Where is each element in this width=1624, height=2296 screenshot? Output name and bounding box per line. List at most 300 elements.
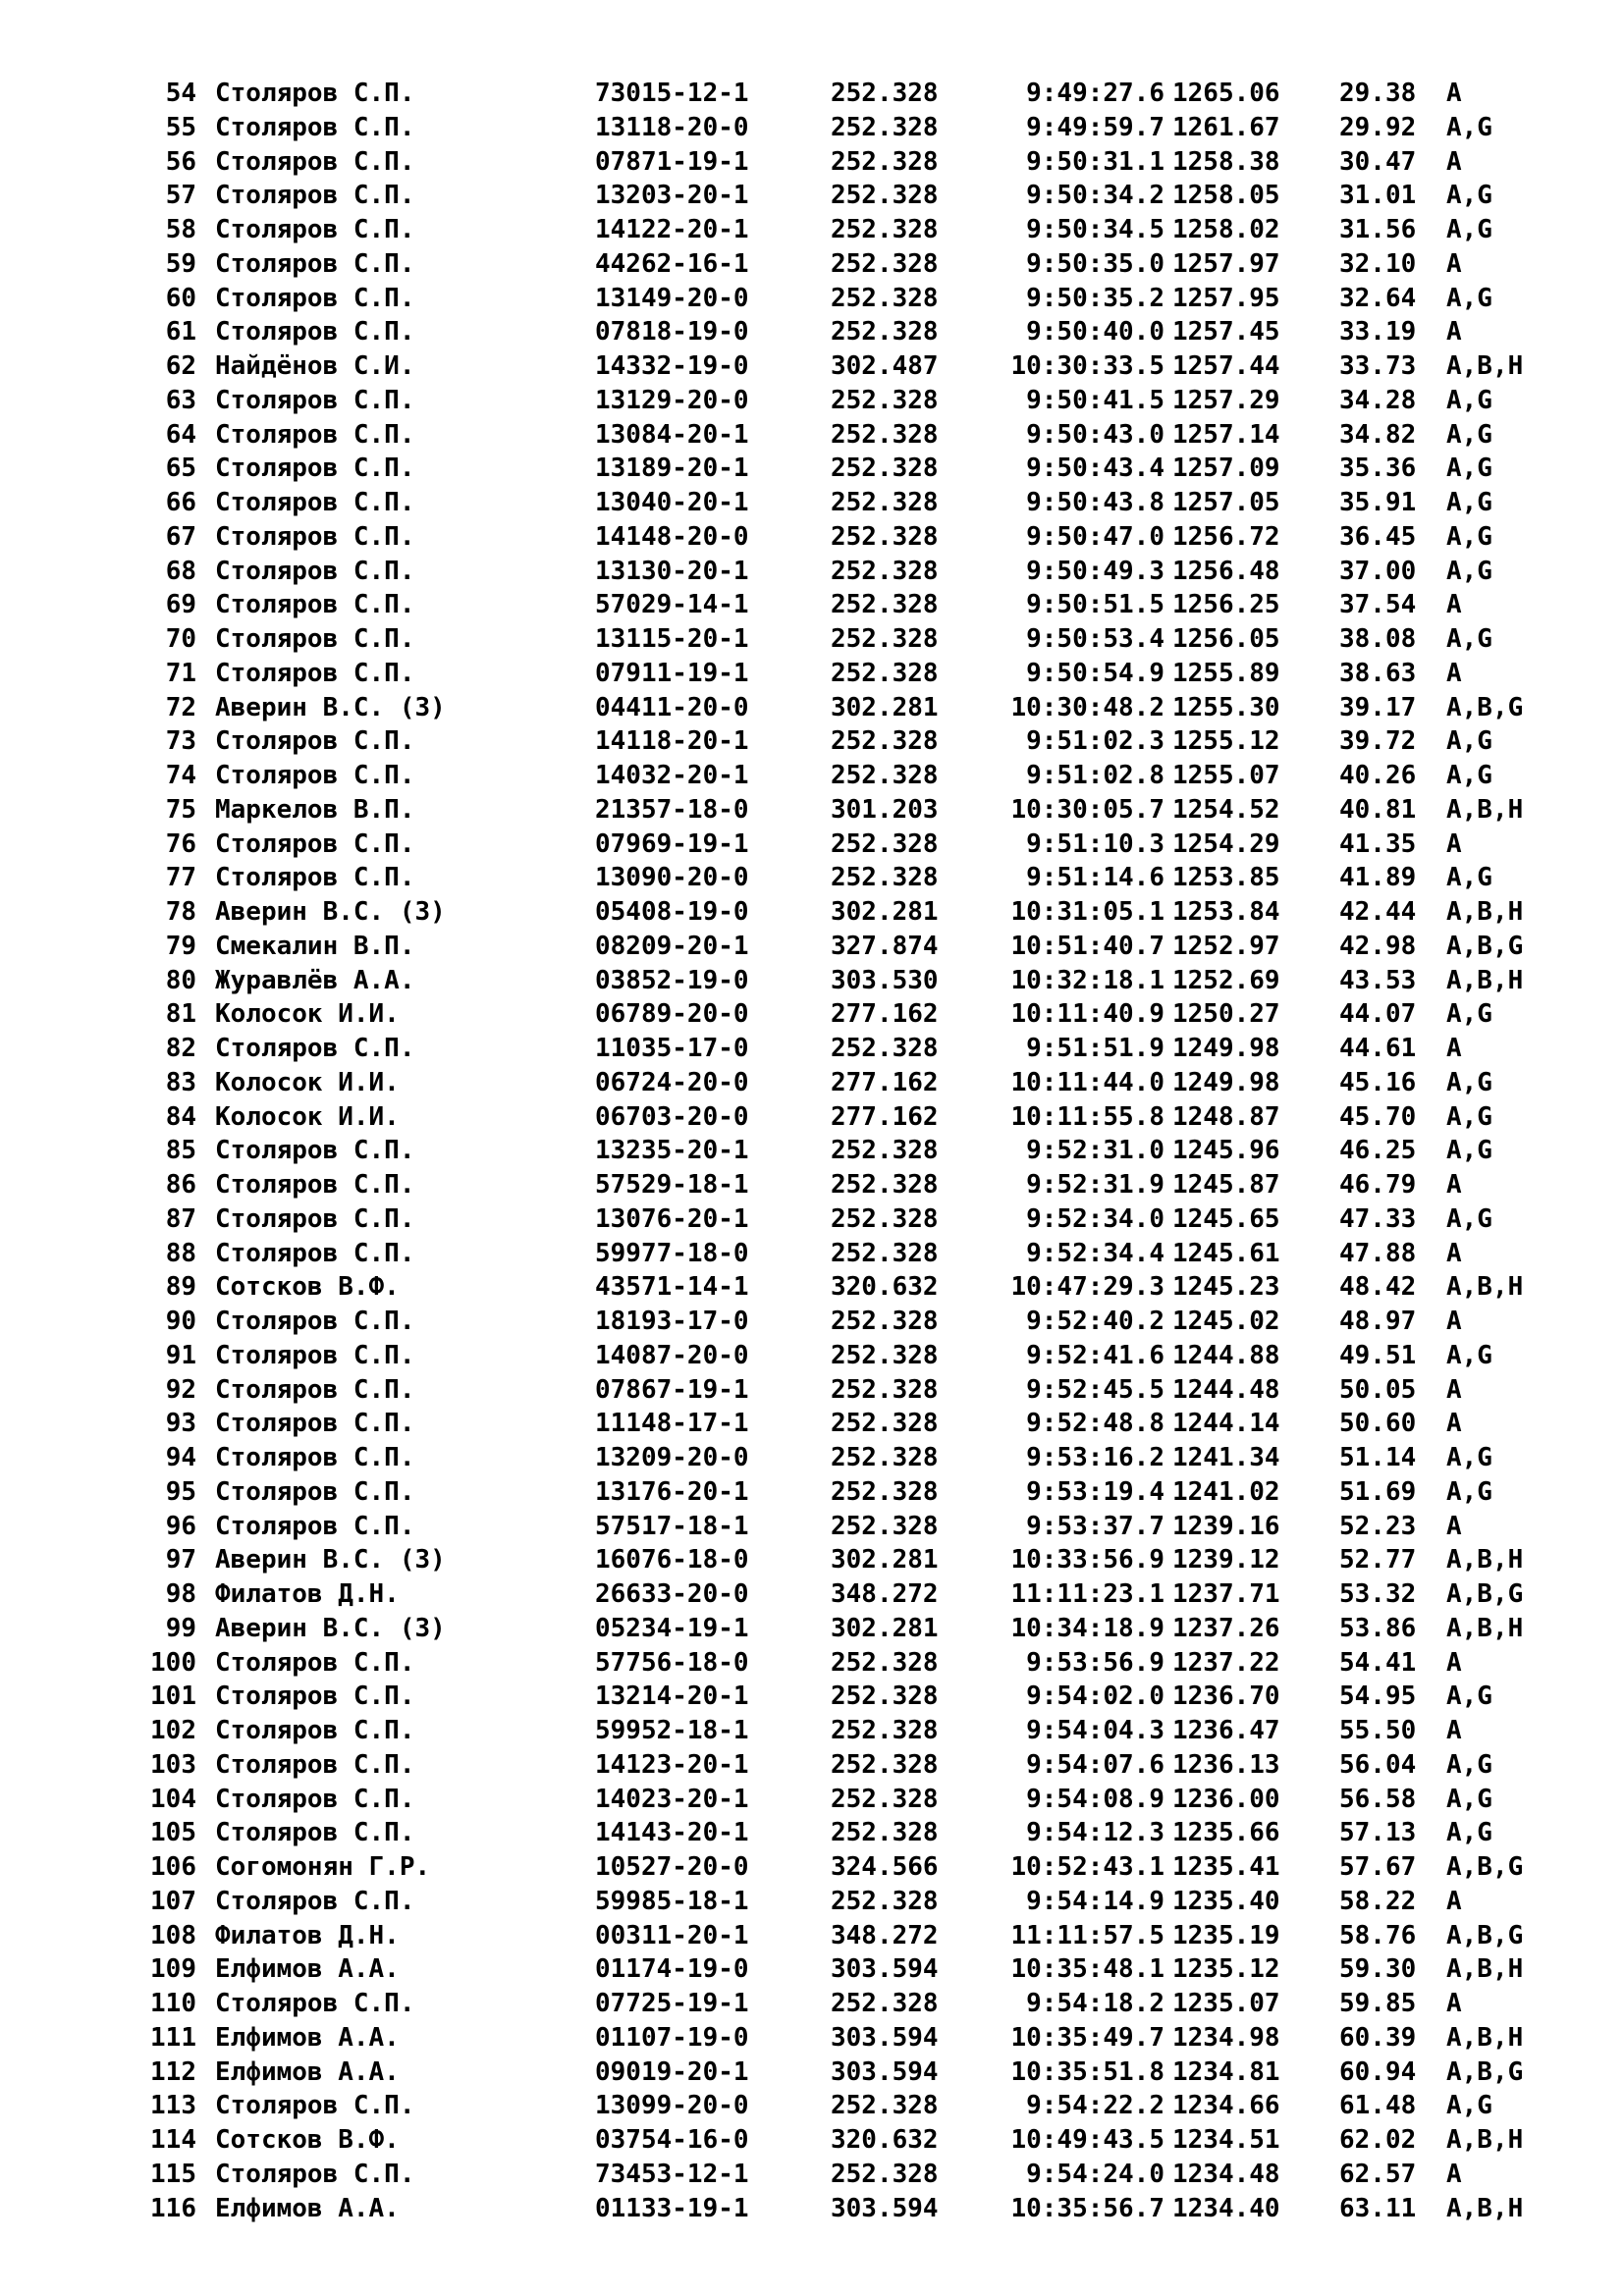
row-ring-number: 14087-20-0 xyxy=(595,1340,749,1370)
table-row xyxy=(0,486,1624,520)
table-row xyxy=(0,2056,1624,2090)
row-distance: 252.328 xyxy=(831,1716,939,1745)
row-coefficient: 34.82 xyxy=(1339,419,1417,450)
row-place: 76 xyxy=(165,828,196,859)
row-categories: A xyxy=(1446,1170,1462,1200)
row-speed: 1236.70 xyxy=(1172,1682,1280,1712)
row-speed: 1253.85 xyxy=(1172,863,1280,893)
row-arrival-time: 9:54:12.3 xyxy=(1026,1818,1164,1848)
row-coefficient: 47.88 xyxy=(1339,1238,1417,1268)
row-ring-number: 16076-18-0 xyxy=(595,1545,749,1575)
row-categories: A,B,H xyxy=(1446,2022,1524,2053)
row-place: 85 xyxy=(165,1136,196,1166)
row-fancier-name: Елфимов А.А. xyxy=(215,2193,400,2223)
row-coefficient: 40.81 xyxy=(1339,794,1417,825)
row-arrival-time: 9:52:41.6 xyxy=(1026,1340,1164,1370)
row-distance: 252.328 xyxy=(831,1307,939,1336)
row-distance: 252.328 xyxy=(831,2091,939,2121)
row-speed: 1257.97 xyxy=(1172,248,1280,279)
table-row xyxy=(0,1441,1624,1475)
row-arrival-time: 9:54:14.9 xyxy=(1026,1886,1164,1916)
row-speed: 1257.95 xyxy=(1172,283,1280,313)
row-fancier-name: Столяров С.П. xyxy=(215,556,415,586)
row-speed: 1249.98 xyxy=(1172,1067,1280,1097)
row-place: 96 xyxy=(165,1511,196,1541)
row-categories: A,B,H xyxy=(1446,1613,1524,1643)
row-ring-number: 13040-20-1 xyxy=(595,488,749,517)
row-arrival-time: 11:11:57.5 xyxy=(1010,1920,1164,1950)
row-fancier-name: Столяров С.П. xyxy=(215,658,415,688)
row-categories: A xyxy=(1446,1886,1462,1916)
row-place: 73 xyxy=(165,726,196,757)
row-coefficient: 56.58 xyxy=(1339,1784,1417,1814)
row-speed: 1234.40 xyxy=(1172,2193,1280,2223)
row-arrival-time: 9:50:31.1 xyxy=(1026,146,1164,177)
row-distance: 303.594 xyxy=(831,1954,939,1985)
row-ring-number: 14143-20-1 xyxy=(595,1818,749,1848)
row-place: 81 xyxy=(165,999,196,1030)
row-categories: A,B,G xyxy=(1446,692,1524,722)
row-ring-number: 06724-20-0 xyxy=(595,1067,749,1097)
row-categories: A xyxy=(1446,2159,1462,2189)
row-speed: 1257.45 xyxy=(1172,317,1280,347)
row-categories: A,B,G xyxy=(1446,1852,1524,1882)
row-place: 77 xyxy=(165,863,196,893)
row-ring-number: 13203-20-1 xyxy=(595,181,749,211)
table-row xyxy=(0,1850,1624,1885)
row-arrival-time: 10:52:43.1 xyxy=(1010,1852,1164,1882)
row-distance: 252.328 xyxy=(831,1374,939,1405)
row-fancier-name: Столяров С.П. xyxy=(215,1307,415,1336)
row-place: 63 xyxy=(165,385,196,415)
row-speed: 1255.89 xyxy=(1172,658,1280,688)
row-categories: A xyxy=(1446,590,1462,620)
row-categories: A,G xyxy=(1446,726,1492,757)
row-coefficient: 53.32 xyxy=(1339,1579,1417,1609)
row-coefficient: 38.63 xyxy=(1339,658,1417,688)
row-distance: 324.566 xyxy=(831,1852,939,1882)
row-categories: A,G xyxy=(1446,999,1492,1030)
row-place: 69 xyxy=(165,590,196,620)
row-arrival-time: 9:50:54.9 xyxy=(1026,658,1164,688)
row-fancier-name: Колосок И.И. xyxy=(215,999,400,1030)
row-distance: 303.530 xyxy=(831,965,939,995)
row-fancier-name: Колосок И.И. xyxy=(215,1067,400,1097)
row-arrival-time: 10:11:44.0 xyxy=(1010,1067,1164,1097)
row-distance: 252.328 xyxy=(831,1238,939,1268)
row-place: 58 xyxy=(165,215,196,244)
table-row xyxy=(0,691,1624,725)
row-speed: 1237.26 xyxy=(1172,1613,1280,1643)
row-place: 62 xyxy=(165,351,196,381)
row-distance: 252.328 xyxy=(831,1170,939,1200)
row-categories: A xyxy=(1446,146,1462,177)
row-arrival-time: 9:50:43.4 xyxy=(1026,454,1164,484)
row-coefficient: 48.42 xyxy=(1339,1272,1417,1303)
row-arrival-time: 9:52:45.5 xyxy=(1026,1374,1164,1405)
row-coefficient: 30.47 xyxy=(1339,146,1417,177)
row-categories: A xyxy=(1446,1716,1462,1745)
row-arrival-time: 9:54:24.0 xyxy=(1026,2159,1164,2189)
row-fancier-name: Столяров С.П. xyxy=(215,590,415,620)
row-categories: A,B,H xyxy=(1446,965,1524,995)
row-categories: A xyxy=(1446,1989,1462,2018)
row-place: 109 xyxy=(150,1954,196,1985)
row-ring-number: 43571-14-1 xyxy=(595,1272,749,1303)
row-ring-number: 01107-19-0 xyxy=(595,2022,749,2053)
row-fancier-name: Столяров С.П. xyxy=(215,1749,415,1780)
table-row xyxy=(0,1987,1624,2021)
row-distance: 252.328 xyxy=(831,1443,939,1472)
row-coefficient: 35.91 xyxy=(1339,488,1417,517)
row-place: 100 xyxy=(150,1647,196,1678)
row-fancier-name: Столяров С.П. xyxy=(215,385,415,415)
row-coefficient: 52.77 xyxy=(1339,1545,1417,1575)
row-arrival-time: 9:50:49.3 xyxy=(1026,556,1164,586)
row-place: 78 xyxy=(165,897,196,927)
row-fancier-name: Смекалин В.П. xyxy=(215,931,415,961)
row-place: 71 xyxy=(165,658,196,688)
row-place: 112 xyxy=(150,2056,196,2087)
row-distance: 252.328 xyxy=(831,761,939,790)
row-place: 102 xyxy=(150,1716,196,1745)
row-place: 88 xyxy=(165,1238,196,1268)
table-row xyxy=(0,588,1624,622)
row-place: 74 xyxy=(165,761,196,790)
row-categories: A,B,H xyxy=(1446,2193,1524,2223)
row-coefficient: 47.33 xyxy=(1339,1203,1417,1234)
row-coefficient: 33.19 xyxy=(1339,317,1417,347)
row-fancier-name: Елфимов А.А. xyxy=(215,1954,400,1985)
row-fancier-name: Столяров С.П. xyxy=(215,1647,415,1678)
row-arrival-time: 9:53:37.7 xyxy=(1026,1511,1164,1541)
row-place: 116 xyxy=(150,2193,196,2223)
row-place: 104 xyxy=(150,1784,196,1814)
table-row xyxy=(0,724,1624,759)
row-categories: A,B,H xyxy=(1446,1954,1524,1985)
row-speed: 1235.40 xyxy=(1172,1886,1280,1916)
row-categories: A xyxy=(1446,1511,1462,1541)
row-coefficient: 63.11 xyxy=(1339,2193,1417,2223)
row-categories: A,G xyxy=(1446,1476,1492,1507)
row-speed: 1257.44 xyxy=(1172,351,1280,381)
row-place: 99 xyxy=(165,1613,196,1643)
row-place: 54 xyxy=(165,79,196,108)
row-fancier-name: Столяров С.П. xyxy=(215,1034,415,1063)
row-coefficient: 32.64 xyxy=(1339,283,1417,313)
row-distance: 277.162 xyxy=(831,1101,939,1132)
row-speed: 1245.65 xyxy=(1172,1203,1280,1234)
table-row xyxy=(0,1202,1624,1237)
row-distance: 302.281 xyxy=(831,692,939,722)
row-arrival-time: 9:53:56.9 xyxy=(1026,1647,1164,1678)
row-categories: A,B,H xyxy=(1446,351,1524,381)
row-speed: 1237.22 xyxy=(1172,1647,1280,1678)
row-fancier-name: Столяров С.П. xyxy=(215,112,415,142)
table-row xyxy=(0,384,1624,418)
row-arrival-time: 10:11:55.8 xyxy=(1010,1101,1164,1132)
row-speed: 1254.52 xyxy=(1172,794,1280,825)
row-fancier-name: Елфимов А.А. xyxy=(215,2022,400,2053)
row-ring-number: 57517-18-1 xyxy=(595,1511,749,1541)
table-row xyxy=(0,1816,1624,1850)
row-coefficient: 54.95 xyxy=(1339,1682,1417,1712)
row-coefficient: 36.45 xyxy=(1339,521,1417,552)
row-fancier-name: Столяров С.П. xyxy=(215,283,415,313)
row-categories: A,G xyxy=(1446,215,1492,244)
row-distance: 252.328 xyxy=(831,521,939,552)
row-ring-number: 05408-19-0 xyxy=(595,897,749,927)
row-distance: 327.874 xyxy=(831,931,939,961)
row-place: 91 xyxy=(165,1340,196,1370)
row-fancier-name: Филатов Д.Н. xyxy=(215,1920,400,1950)
row-distance: 252.328 xyxy=(831,1682,939,1712)
table-row xyxy=(0,145,1624,180)
row-distance: 252.328 xyxy=(831,863,939,893)
row-arrival-time: 9:50:47.0 xyxy=(1026,521,1164,552)
table-row xyxy=(0,1134,1624,1168)
row-speed: 1258.02 xyxy=(1172,215,1280,244)
row-arrival-time: 10:33:56.9 xyxy=(1010,1545,1164,1575)
row-ring-number: 59985-18-1 xyxy=(595,1886,749,1916)
row-place: 86 xyxy=(165,1170,196,1200)
table-row xyxy=(0,1680,1624,1714)
row-fancier-name: Филатов Д.Н. xyxy=(215,1579,400,1609)
table-row xyxy=(0,930,1624,964)
row-coefficient: 62.57 xyxy=(1339,2159,1417,2189)
row-categories: A,G xyxy=(1446,1784,1492,1814)
table-row xyxy=(0,1100,1624,1135)
row-place: 79 xyxy=(165,931,196,961)
table-row xyxy=(0,1543,1624,1577)
row-place: 68 xyxy=(165,556,196,586)
row-place: 103 xyxy=(150,1749,196,1780)
row-speed: 1256.72 xyxy=(1172,521,1280,552)
row-ring-number: 04411-20-0 xyxy=(595,692,749,722)
row-fancier-name: Найдёнов С.И. xyxy=(215,351,415,381)
row-arrival-time: 9:50:41.5 xyxy=(1026,385,1164,415)
table-row xyxy=(0,1407,1624,1441)
row-place: 64 xyxy=(165,419,196,450)
row-distance: 252.328 xyxy=(831,1409,939,1439)
row-arrival-time: 9:50:34.2 xyxy=(1026,181,1164,211)
row-distance: 252.328 xyxy=(831,181,939,211)
row-arrival-time: 9:52:34.4 xyxy=(1026,1238,1164,1268)
row-distance: 252.328 xyxy=(831,1136,939,1166)
row-ring-number: 11035-17-0 xyxy=(595,1034,749,1063)
row-fancier-name: Столяров С.П. xyxy=(215,1443,415,1472)
row-ring-number: 57029-14-1 xyxy=(595,590,749,620)
row-distance: 252.328 xyxy=(831,2159,939,2189)
row-arrival-time: 9:54:08.9 xyxy=(1026,1784,1164,1814)
row-fancier-name: Столяров С.П. xyxy=(215,1818,415,1848)
row-place: 83 xyxy=(165,1067,196,1097)
table-row xyxy=(0,861,1624,895)
table-row xyxy=(0,1032,1624,1066)
row-speed: 1235.41 xyxy=(1172,1852,1280,1882)
row-speed: 1257.29 xyxy=(1172,385,1280,415)
row-arrival-time: 9:50:43.8 xyxy=(1026,488,1164,517)
row-place: 101 xyxy=(150,1682,196,1712)
row-fancier-name: Столяров С.П. xyxy=(215,1511,415,1541)
row-fancier-name: Согомонян Г.Р. xyxy=(215,1852,431,1882)
row-speed: 1237.71 xyxy=(1172,1579,1280,1609)
table-row xyxy=(0,1612,1624,1646)
row-coefficient: 31.01 xyxy=(1339,181,1417,211)
row-distance: 252.328 xyxy=(831,112,939,142)
row-arrival-time: 10:35:49.7 xyxy=(1010,2022,1164,2053)
row-coefficient: 52.23 xyxy=(1339,1511,1417,1541)
row-fancier-name: Аверин В.С. (З) xyxy=(215,1613,446,1643)
row-ring-number: 13189-20-1 xyxy=(595,454,749,484)
row-ring-number: 57529-18-1 xyxy=(595,1170,749,1200)
row-place: 61 xyxy=(165,317,196,347)
row-distance: 252.328 xyxy=(831,1886,939,1916)
row-distance: 252.328 xyxy=(831,1034,939,1063)
row-place: 57 xyxy=(165,181,196,211)
row-ring-number: 13090-20-0 xyxy=(595,863,749,893)
table-row xyxy=(0,315,1624,349)
row-ring-number: 13129-20-0 xyxy=(595,385,749,415)
table-row xyxy=(0,1577,1624,1612)
row-place: 89 xyxy=(165,1272,196,1303)
row-ring-number: 07725-19-1 xyxy=(595,1989,749,2018)
row-fancier-name: Столяров С.П. xyxy=(215,1886,415,1916)
row-place: 108 xyxy=(150,1920,196,1950)
row-speed: 1244.48 xyxy=(1172,1374,1280,1405)
row-speed: 1256.05 xyxy=(1172,624,1280,654)
row-place: 67 xyxy=(165,521,196,552)
row-ring-number: 06789-20-0 xyxy=(595,999,749,1030)
table-row xyxy=(0,1373,1624,1408)
row-categories: A,G xyxy=(1446,1443,1492,1472)
row-distance: 252.328 xyxy=(831,1784,939,1814)
row-distance: 252.328 xyxy=(831,215,939,244)
table-row xyxy=(0,1066,1624,1100)
row-ring-number: 14118-20-1 xyxy=(595,726,749,757)
table-row xyxy=(0,247,1624,282)
row-coefficient: 31.56 xyxy=(1339,215,1417,244)
row-coefficient: 59.85 xyxy=(1339,1989,1417,2018)
row-ring-number: 18193-17-0 xyxy=(595,1307,749,1336)
row-place: 80 xyxy=(165,965,196,995)
row-distance: 348.272 xyxy=(831,1920,939,1950)
row-categories: A,B,H xyxy=(1446,2125,1524,2155)
row-ring-number: 01133-19-1 xyxy=(595,2193,749,2223)
row-fancier-name: Столяров С.П. xyxy=(215,146,415,177)
row-arrival-time: 9:54:07.6 xyxy=(1026,1749,1164,1780)
row-speed: 1245.23 xyxy=(1172,1272,1280,1303)
table-row xyxy=(0,759,1624,793)
row-arrival-time: 9:50:40.0 xyxy=(1026,317,1164,347)
row-distance: 302.487 xyxy=(831,351,939,381)
row-categories: A,B,H xyxy=(1446,794,1524,825)
row-speed: 1249.98 xyxy=(1172,1034,1280,1063)
table-row xyxy=(0,964,1624,998)
row-place: 60 xyxy=(165,283,196,313)
row-categories: A xyxy=(1446,1374,1462,1405)
row-place: 70 xyxy=(165,624,196,654)
row-distance: 303.594 xyxy=(831,2056,939,2087)
row-categories: A,G xyxy=(1446,761,1492,790)
table-row xyxy=(0,828,1624,862)
table-row xyxy=(0,622,1624,657)
table-row xyxy=(0,1237,1624,1271)
row-speed: 1256.48 xyxy=(1172,556,1280,586)
row-categories: A xyxy=(1446,1307,1462,1336)
row-arrival-time: 9:54:18.2 xyxy=(1026,1989,1164,2018)
row-categories: A,B,G xyxy=(1446,1920,1524,1950)
row-categories: A,G xyxy=(1446,419,1492,450)
results-table xyxy=(0,77,1624,2225)
table-row xyxy=(0,2192,1624,2226)
row-speed: 1235.07 xyxy=(1172,1989,1280,2018)
row-speed: 1234.98 xyxy=(1172,2022,1280,2053)
row-speed: 1253.84 xyxy=(1172,897,1280,927)
row-ring-number: 14023-20-1 xyxy=(595,1784,749,1814)
row-distance: 252.328 xyxy=(831,248,939,279)
row-speed: 1255.30 xyxy=(1172,692,1280,722)
row-place: 105 xyxy=(150,1818,196,1848)
row-arrival-time: 9:49:27.6 xyxy=(1026,79,1164,108)
row-place: 59 xyxy=(165,248,196,279)
row-fancier-name: Журавлёв А.А. xyxy=(215,965,415,995)
row-arrival-time: 10:34:18.9 xyxy=(1010,1613,1164,1643)
row-ring-number: 13130-20-1 xyxy=(595,556,749,586)
row-fancier-name: Аверин В.С. (З) xyxy=(215,897,446,927)
row-place: 90 xyxy=(165,1307,196,1336)
row-distance: 252.328 xyxy=(831,590,939,620)
row-categories: A,G xyxy=(1446,1203,1492,1234)
row-coefficient: 57.13 xyxy=(1339,1818,1417,1848)
row-fancier-name: Столяров С.П. xyxy=(215,2159,415,2189)
row-arrival-time: 9:53:19.4 xyxy=(1026,1476,1164,1507)
row-speed: 1235.66 xyxy=(1172,1818,1280,1848)
row-arrival-time: 9:50:34.5 xyxy=(1026,215,1164,244)
table-row xyxy=(0,282,1624,316)
table-row xyxy=(0,1646,1624,1681)
row-fancier-name: Елфимов А.А. xyxy=(215,2056,400,2087)
row-coefficient: 41.35 xyxy=(1339,828,1417,859)
row-categories: A,G xyxy=(1446,624,1492,654)
row-ring-number: 57756-18-0 xyxy=(595,1647,749,1678)
row-coefficient: 44.61 xyxy=(1339,1034,1417,1063)
row-fancier-name: Столяров С.П. xyxy=(215,761,415,790)
row-fancier-name: Столяров С.П. xyxy=(215,1409,415,1439)
row-categories: A,G xyxy=(1446,283,1492,313)
row-coefficient: 58.76 xyxy=(1339,1920,1417,1950)
row-arrival-time: 9:51:14.6 xyxy=(1026,863,1164,893)
table-row xyxy=(0,895,1624,930)
row-ring-number: 13214-20-1 xyxy=(595,1682,749,1712)
row-arrival-time: 10:32:18.1 xyxy=(1010,965,1164,995)
row-ring-number: 59977-18-0 xyxy=(595,1238,749,1268)
row-categories: A,G xyxy=(1446,1749,1492,1780)
table-row xyxy=(0,452,1624,486)
row-speed: 1254.29 xyxy=(1172,828,1280,859)
row-distance: 302.281 xyxy=(831,1613,939,1643)
table-row xyxy=(0,520,1624,555)
row-fancier-name: Столяров С.П. xyxy=(215,1374,415,1405)
row-ring-number: 10527-20-0 xyxy=(595,1852,749,1882)
table-row xyxy=(0,2089,1624,2123)
row-place: 106 xyxy=(150,1852,196,1882)
row-coefficient: 58.22 xyxy=(1339,1886,1417,1916)
row-distance: 252.328 xyxy=(831,488,939,517)
row-fancier-name: Столяров С.П. xyxy=(215,1476,415,1507)
row-categories: A,G xyxy=(1446,112,1492,142)
row-fancier-name: Столяров С.П. xyxy=(215,1716,415,1745)
